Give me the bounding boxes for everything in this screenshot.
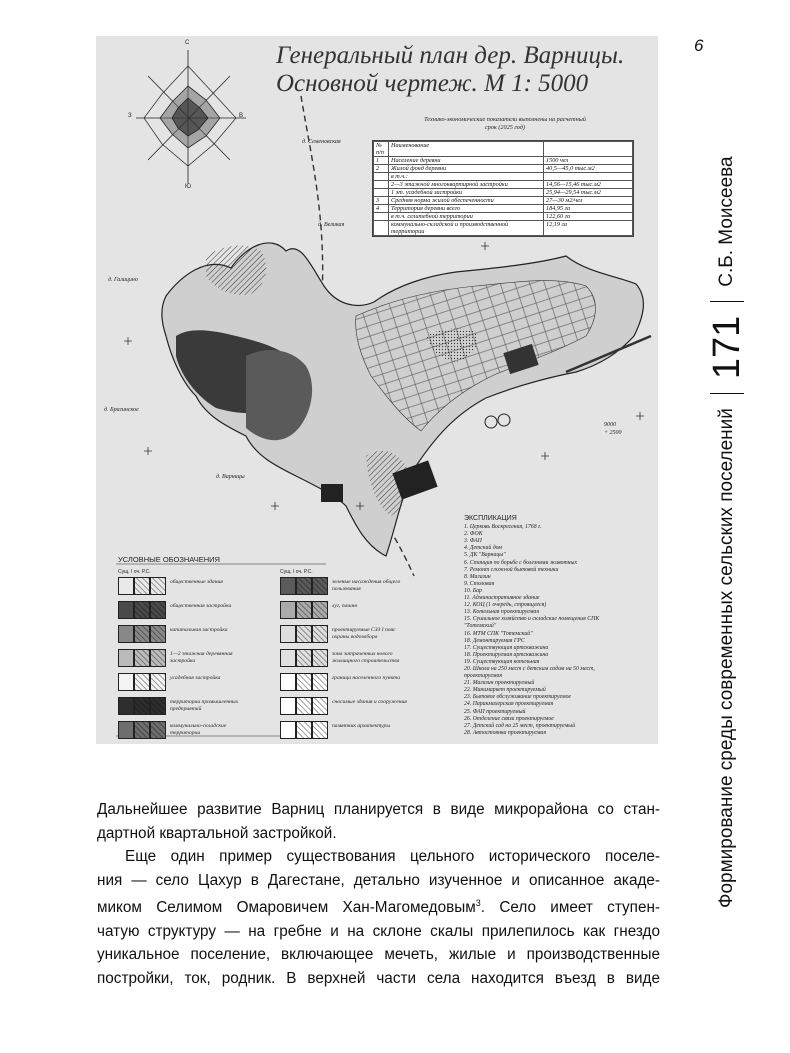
legend-label: зона затраченных нового жилищного строительства	[332, 651, 400, 664]
legend-label: граница населенного пункта	[332, 675, 401, 681]
legend-swatch	[134, 625, 150, 643]
explication-item: 3. ФАП	[464, 538, 482, 545]
legend-swatch	[296, 649, 312, 667]
running-head-divider	[710, 301, 744, 302]
legend-swatch	[150, 721, 166, 739]
table-row	[374, 189, 633, 197]
table-cell	[374, 173, 389, 181]
legend-label: 1—2 этажная деревянная застройка	[170, 651, 233, 664]
explication-item: 2. ФОК	[464, 531, 483, 538]
paragraph-2	[97, 845, 660, 990]
table-caption-line2: срок (2025 год)	[485, 124, 525, 131]
legend-swatch	[134, 601, 150, 619]
legend-swatch	[150, 601, 166, 619]
table-cell: 2—3 этажной многоквартирной застройки	[389, 181, 544, 189]
explication-item: 18. Демонтируемая ГРС	[464, 637, 525, 644]
legend-swatch	[134, 721, 150, 739]
text-line: чатую структуру — на гребне и на склоне скалы прилепилось как гнездо	[97, 922, 660, 940]
table-row	[374, 181, 633, 189]
text-line: Еще один пример существования цельного исторического поселе-	[125, 848, 660, 865]
table-cell: в т.ч.:	[389, 173, 544, 181]
legend-swatch	[280, 697, 296, 715]
explication	[464, 515, 654, 737]
table-cell: коммунально-складской и производственной территории	[389, 221, 544, 236]
table-cell: 12,19 га	[544, 221, 633, 236]
explication-item: "Тотемский"	[464, 623, 497, 630]
table-cell: 14,56—15,46 тыс.м2	[544, 181, 633, 189]
legend-label: проектируемые СЗЗ I пояс охраны водозабора	[332, 627, 396, 640]
text-line: постройки, ток, родник. В верхней части села находится въезд в виде	[97, 969, 660, 987]
explication-item: 28. Автостоянка проектируемая	[464, 729, 547, 736]
legend-swatch	[296, 721, 312, 739]
legend-header: Сущ. I оч. Р.С.	[118, 569, 151, 575]
table-cell	[374, 181, 389, 189]
master-plan-figure	[96, 36, 658, 744]
table-row	[374, 213, 633, 221]
explication-item: 26. Отделение связи проектируемое	[464, 715, 554, 722]
legend-swatch	[150, 649, 166, 667]
figure-title-line2: Основной чертеж. М 1: 5000	[276, 70, 589, 97]
explication-list	[464, 524, 654, 737]
legend-swatch	[312, 649, 328, 667]
legend-swatch	[280, 721, 296, 739]
legend-swatch	[296, 697, 312, 715]
table-cell: Население деревни	[389, 157, 544, 165]
legend-swatch	[280, 649, 296, 667]
legend-title: УСЛОВНЫЕ ОБОЗНАЧЕНИЯ	[118, 555, 220, 564]
legend-label: общественные здания	[170, 579, 223, 585]
legend-label: общественная застройка	[170, 603, 232, 609]
figure-title	[276, 42, 646, 98]
explication-item: 11. Административное здание	[464, 595, 540, 602]
figure-title-line1: Генеральный план дер. Варницы.	[276, 42, 625, 69]
legend-swatch	[296, 673, 312, 691]
legend-swatch	[118, 577, 134, 595]
table-cell	[374, 189, 389, 197]
explication-item: 10. Бар	[464, 587, 482, 594]
explication-item: 1. Церковь Воскресения, 1768 г.	[464, 524, 542, 531]
legend-swatch	[118, 697, 134, 715]
explication-item: 5. ДК "Варницы"	[464, 552, 506, 559]
legend-label: зеленые насаждения общего пользования	[332, 579, 401, 592]
text-line	[97, 892, 660, 920]
table-row	[374, 173, 633, 181]
table-cell: 1 эт. усадебной застройки	[389, 189, 544, 197]
explication-item: 7. Ремонт сложной бытовой техники	[464, 566, 559, 573]
explication-item: 12. КОЦ (1 очередь, строящееся)	[464, 602, 547, 609]
running-head-title: Формирование среды современных сельских поселений	[716, 408, 737, 908]
legend-swatch	[118, 601, 134, 619]
table-cell: 4	[374, 205, 389, 213]
compass-west: З	[128, 113, 132, 119]
table-cell: 1500 чел	[544, 157, 633, 165]
legend-header: Сущ. I оч. Р.С.	[280, 569, 313, 575]
table-cell: Территория деревни всего	[389, 205, 544, 213]
legend-swatch	[296, 625, 312, 643]
table-cell: 3	[374, 197, 389, 205]
legend-swatch	[296, 577, 312, 595]
table-cell: Средняя норма жилой обеспеченности	[389, 197, 544, 205]
table-header-row	[374, 142, 633, 157]
explication-item: 16. МТМ СПК "Тотемский"	[464, 630, 533, 637]
indicators-table	[372, 140, 634, 237]
village-label: д. Семеновская	[302, 139, 341, 145]
explication-item: 21. Магазин проектируемый	[464, 680, 535, 687]
explication-item: 25. ФАП проектируемый	[464, 708, 526, 715]
legend-swatch	[134, 697, 150, 715]
legend-swatch	[280, 577, 296, 595]
scale-mark: 9000	[604, 422, 616, 428]
legend-swatch	[296, 601, 312, 619]
legend-swatch	[280, 625, 296, 643]
explication-item: 6. Станция по борьбе с болезнями животных	[464, 559, 578, 566]
legend-swatch	[150, 577, 166, 595]
table-cell	[374, 213, 389, 221]
legend-swatch	[312, 601, 328, 619]
legend-swatch	[118, 721, 134, 739]
text-fragment: . Село имеет ступен-	[480, 899, 660, 917]
legend-label: территории промышленных предприятий	[170, 699, 239, 712]
running-head-divider	[710, 393, 744, 394]
explication-item: 23. Бытовое обслуживание проектируемое	[464, 694, 572, 701]
paragraph-1	[97, 798, 660, 845]
table-row	[374, 165, 633, 173]
explication-item: 24. Парикмахерская проектируемая	[464, 701, 554, 708]
village-label: д. Галицино	[108, 277, 138, 283]
table-cell: 27—30 м2/чел	[544, 197, 633, 205]
explication-item: 18. Проектируемая артскважина	[464, 651, 549, 658]
legend-swatch	[150, 625, 166, 643]
legend-label: коммунально-складские территории	[170, 723, 227, 736]
running-head-author: С.Б. Моисеева	[716, 156, 737, 287]
compass-north: С	[185, 40, 190, 46]
explication-item: 22. Минимаркет проектируемый	[464, 687, 546, 694]
table-cell: 2	[374, 165, 389, 173]
footnote-ref[interactable]: 3	[475, 898, 481, 908]
explication-item: 4. Детский дом	[464, 545, 503, 552]
explication-item: 8. Магазин	[464, 573, 491, 580]
village-label: д. Великая	[318, 222, 345, 228]
table-cell: 122,60 га	[544, 213, 633, 221]
legend-label: памятник архитектуры	[332, 723, 391, 729]
table-cell: 1	[374, 157, 389, 165]
explication-item: 13. Котельная проектируемая	[464, 609, 540, 616]
legend-label: капитальная застройка	[170, 627, 228, 633]
table-header-cell: № п/п	[374, 142, 389, 157]
explication-item: проектируемая	[464, 673, 503, 680]
legend-swatch	[150, 673, 166, 691]
table-cell: Жилой фонд деревни	[389, 165, 544, 173]
table-caption	[392, 116, 618, 132]
table-caption-line1: Технико-экономические показатели выполнены на расчетный	[424, 116, 586, 123]
table-header-cell	[544, 142, 633, 157]
legend-swatch	[118, 673, 134, 691]
explication-item: 19. Существующая котельная	[464, 658, 540, 665]
table-cell	[544, 173, 633, 181]
legend-label: луг, пашня	[332, 603, 358, 609]
compass-rose	[136, 50, 246, 184]
village-label: д. Варницы	[216, 474, 245, 480]
compass-east: В	[239, 113, 244, 119]
table-cell: 40,5—45,0 тыс.м2	[544, 165, 633, 173]
text-line: ния — село Цахур в Дагестане, детально изученное и описанное акаде-	[97, 871, 660, 889]
explication-item: 27. Детский сад на 25 мест, проектируемый	[464, 722, 576, 729]
legend-swatch	[134, 649, 150, 667]
legend-swatch	[312, 625, 328, 643]
table-row	[374, 157, 633, 165]
text-line: уникальное поселение, включающее мечеть, жилые и производственные	[97, 946, 660, 964]
legend-label: сносимые здания и сооружения	[332, 699, 407, 705]
compass-south: Ю	[185, 184, 192, 190]
explication-item: 15. Сушильное хозяйство и складские помещения СПК	[464, 616, 600, 623]
running-head-page-number: 171	[705, 315, 748, 380]
legend-swatch	[280, 601, 296, 619]
table-row	[374, 197, 633, 205]
table-cell: 184,95 га	[544, 205, 633, 213]
legend-swatch	[118, 625, 134, 643]
page-number: 6	[694, 36, 704, 55]
table-row	[374, 205, 633, 213]
table-header-cell: Наименование	[389, 142, 544, 157]
table-cell: 25,94—29,54 тыс.м2	[544, 189, 633, 197]
legend-swatch	[134, 577, 150, 595]
legend-swatch	[312, 673, 328, 691]
legend-swatch	[312, 577, 328, 595]
legend-swatch	[118, 649, 134, 667]
table-row	[374, 221, 633, 236]
village-label: д. Брагинское	[104, 407, 139, 413]
running-head	[707, 48, 747, 908]
text-line: дартной квартальной застройкой.	[97, 824, 337, 842]
legend-swatch	[150, 697, 166, 715]
explication-item: 17. Существующая артскважина	[464, 644, 549, 651]
legend-swatch	[280, 673, 296, 691]
explication-item: 9. Столовая	[464, 580, 495, 587]
text-line: Дальнейшее развитие Варниц планируется в виде микрорайона со стан-	[97, 801, 660, 818]
explication-item: 20. Школа на 250 мест с детским садом на 50 мест,	[464, 665, 595, 672]
text-fragment: миком Селимом Омаровичем Хан-Магомедовым	[97, 899, 476, 917]
legend-label: усадебная застройка	[170, 675, 221, 681]
legend-swatch	[134, 673, 150, 691]
legend-swatch	[312, 721, 328, 739]
table-cell: в т.ч. селитебной территории	[389, 213, 544, 221]
legend-swatch	[312, 697, 328, 715]
explication-title: ЭКСПЛИКАЦИЯ	[464, 515, 517, 522]
table-cell	[374, 221, 389, 236]
scale-mark: + 2500	[604, 430, 622, 436]
